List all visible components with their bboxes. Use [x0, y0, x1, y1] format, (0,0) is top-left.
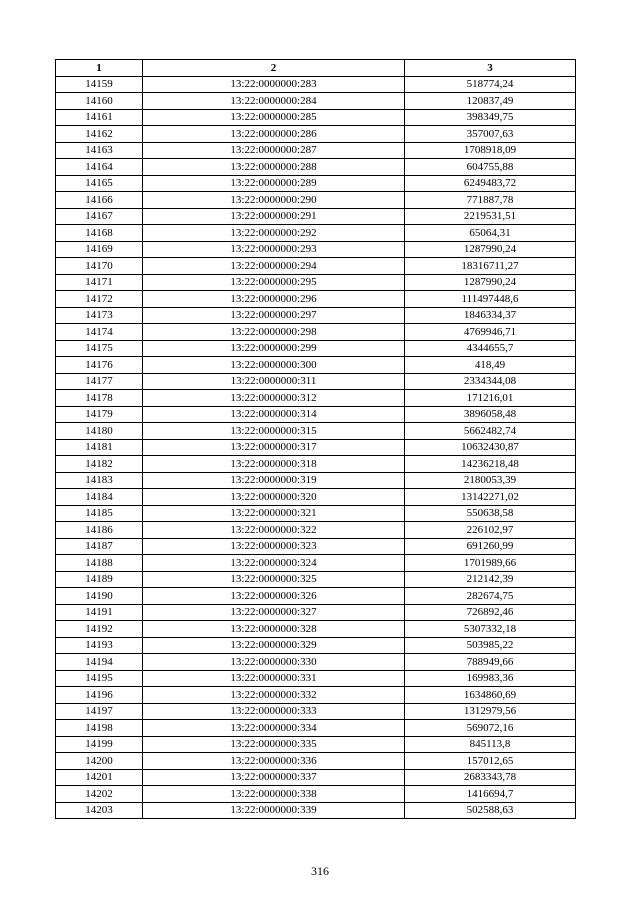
value-cell: 65064,31 [405, 225, 576, 242]
row-number-cell: 14185 [56, 505, 143, 522]
table-row [56, 588, 576, 605]
value-cell: 2683343,78 [405, 769, 576, 786]
value-cell: 10632430,87 [405, 439, 576, 456]
table-row [56, 538, 576, 555]
cadastral-number-cell: 13:22:0000000:334 [143, 720, 405, 737]
cadastral-number-cell: 13:22:0000000:287 [143, 142, 405, 159]
table-row [56, 307, 576, 324]
value-cell: 120837,49 [405, 93, 576, 110]
value-cell: 1846334,37 [405, 307, 576, 324]
value-cell: 1701989,66 [405, 555, 576, 572]
value-cell: 6249483,72 [405, 175, 576, 192]
row-number-cell: 14160 [56, 93, 143, 110]
cadastral-number-cell: 13:22:0000000:317 [143, 439, 405, 456]
table-row [56, 670, 576, 687]
row-number-cell: 14178 [56, 390, 143, 407]
table-row [56, 373, 576, 390]
table-row [56, 291, 576, 308]
row-number-cell: 14194 [56, 654, 143, 671]
table-row [56, 720, 576, 737]
value-cell: 4769946,71 [405, 324, 576, 341]
table-row [56, 456, 576, 473]
table-row [56, 687, 576, 704]
row-number-cell: 14177 [56, 373, 143, 390]
cadastral-number-cell: 13:22:0000000:315 [143, 423, 405, 440]
cadastral-number-cell: 13:22:0000000:314 [143, 406, 405, 423]
row-number-cell: 14184 [56, 489, 143, 506]
cadastral-number-cell: 13:22:0000000:291 [143, 208, 405, 225]
row-number-cell: 14186 [56, 522, 143, 539]
cadastral-number-cell: 13:22:0000000:311 [143, 373, 405, 390]
cadastral-number-cell: 13:22:0000000:330 [143, 654, 405, 671]
row-number-cell: 14195 [56, 670, 143, 687]
value-cell: 2180053,39 [405, 472, 576, 489]
table-row [56, 654, 576, 671]
cadastral-number-cell: 13:22:0000000:320 [143, 489, 405, 506]
cadastral-number-cell: 13:22:0000000:286 [143, 126, 405, 143]
value-cell: 569072,16 [405, 720, 576, 737]
table-row [56, 76, 576, 93]
cadastral-number-cell: 13:22:0000000:325 [143, 571, 405, 588]
cadastral-number-cell: 13:22:0000000:329 [143, 637, 405, 654]
value-cell: 1287990,24 [405, 274, 576, 291]
row-number-cell: 14179 [56, 406, 143, 423]
header-row [56, 60, 576, 77]
value-cell: 13142271,02 [405, 489, 576, 506]
cadastral-number-cell: 13:22:0000000:295 [143, 274, 405, 291]
value-cell: 502588,63 [405, 802, 576, 819]
row-number-cell: 14191 [56, 604, 143, 621]
row-number-cell: 14176 [56, 357, 143, 374]
value-cell: 691260,99 [405, 538, 576, 555]
row-number-cell: 14174 [56, 324, 143, 341]
cadastral-number-cell: 13:22:0000000:327 [143, 604, 405, 621]
row-number-cell: 14203 [56, 802, 143, 819]
cadastral-number-cell: 13:22:0000000:322 [143, 522, 405, 539]
cadastral-number-cell: 13:22:0000000:339 [143, 802, 405, 819]
table-row [56, 175, 576, 192]
column-header-1: 1 [56, 60, 143, 77]
table-row [56, 406, 576, 423]
value-cell: 5662482,74 [405, 423, 576, 440]
value-cell: 4344655,7 [405, 340, 576, 357]
value-cell: 157012,65 [405, 753, 576, 770]
row-number-cell: 14187 [56, 538, 143, 555]
column-header-2: 2 [143, 60, 405, 77]
value-cell: 14236218,48 [405, 456, 576, 473]
table-row [56, 126, 576, 143]
row-number-cell: 14172 [56, 291, 143, 308]
table-body [56, 76, 576, 819]
table-row [56, 225, 576, 242]
value-cell: 1287990,24 [405, 241, 576, 258]
row-number-cell: 14188 [56, 555, 143, 572]
cadastral-number-cell: 13:22:0000000:297 [143, 307, 405, 324]
value-cell: 357007,63 [405, 126, 576, 143]
cadastral-number-cell: 13:22:0000000:289 [143, 175, 405, 192]
cadastral-number-cell: 13:22:0000000:296 [143, 291, 405, 308]
cadastral-number-cell: 13:22:0000000:285 [143, 109, 405, 126]
value-cell: 418,49 [405, 357, 576, 374]
value-cell: 1416694,7 [405, 786, 576, 803]
table-row [56, 274, 576, 291]
table-row [56, 555, 576, 572]
value-cell: 788949,66 [405, 654, 576, 671]
table-row [56, 241, 576, 258]
row-number-cell: 14159 [56, 76, 143, 93]
table-row [56, 753, 576, 770]
value-cell: 1312979,56 [405, 703, 576, 720]
value-cell: 212142,39 [405, 571, 576, 588]
cadastral-number-cell: 13:22:0000000:288 [143, 159, 405, 176]
table-header [56, 60, 576, 77]
value-cell: 169983,36 [405, 670, 576, 687]
row-number-cell: 14169 [56, 241, 143, 258]
row-number-cell: 14200 [56, 753, 143, 770]
page-number: 316 [311, 864, 329, 878]
cadastral-number-cell: 13:22:0000000:333 [143, 703, 405, 720]
value-cell: 1634860,69 [405, 687, 576, 704]
cadastral-number-cell: 13:22:0000000:300 [143, 357, 405, 374]
table-row [56, 208, 576, 225]
table-row [56, 472, 576, 489]
table-row [56, 192, 576, 209]
row-number-cell: 14161 [56, 109, 143, 126]
cadastral-number-cell: 13:22:0000000:319 [143, 472, 405, 489]
row-number-cell: 14192 [56, 621, 143, 638]
cadastral-number-cell: 13:22:0000000:335 [143, 736, 405, 753]
cadastral-number-cell: 13:22:0000000:293 [143, 241, 405, 258]
value-cell: 3896058,48 [405, 406, 576, 423]
table-row [56, 423, 576, 440]
table-row [56, 571, 576, 588]
table-row [56, 802, 576, 819]
cadastral-number-cell: 13:22:0000000:328 [143, 621, 405, 638]
row-number-cell: 14167 [56, 208, 143, 225]
value-cell: 111497448,6 [405, 291, 576, 308]
row-number-cell: 14193 [56, 637, 143, 654]
cadastral-number-cell: 13:22:0000000:299 [143, 340, 405, 357]
row-number-cell: 14165 [56, 175, 143, 192]
table-row [56, 637, 576, 654]
value-cell: 771887,78 [405, 192, 576, 209]
value-cell: 18316711,27 [405, 258, 576, 275]
cadastral-number-cell: 13:22:0000000:331 [143, 670, 405, 687]
cadastral-number-cell: 13:22:0000000:298 [143, 324, 405, 341]
row-number-cell: 14189 [56, 571, 143, 588]
row-number-cell: 14180 [56, 423, 143, 440]
table-row [56, 522, 576, 539]
value-cell: 282674,75 [405, 588, 576, 605]
row-number-cell: 14202 [56, 786, 143, 803]
cadastral-number-cell: 13:22:0000000:283 [143, 76, 405, 93]
row-number-cell: 14173 [56, 307, 143, 324]
row-number-cell: 14175 [56, 340, 143, 357]
cadastral-number-cell: 13:22:0000000:312 [143, 390, 405, 407]
column-header-3: 3 [405, 60, 576, 77]
row-number-cell: 14162 [56, 126, 143, 143]
row-number-cell: 14163 [56, 142, 143, 159]
row-number-cell: 14201 [56, 769, 143, 786]
table-row [56, 109, 576, 126]
table-row [56, 621, 576, 638]
table-row [56, 489, 576, 506]
table-row [56, 786, 576, 803]
table-row [56, 258, 576, 275]
table-row [56, 324, 576, 341]
row-number-cell: 14196 [56, 687, 143, 704]
value-cell: 1708918,09 [405, 142, 576, 159]
row-number-cell: 14164 [56, 159, 143, 176]
value-cell: 5307332,18 [405, 621, 576, 638]
table-row [56, 769, 576, 786]
row-number-cell: 14182 [56, 456, 143, 473]
row-number-cell: 14190 [56, 588, 143, 605]
value-cell: 226102,97 [405, 522, 576, 539]
row-number-cell: 14168 [56, 225, 143, 242]
data-table [55, 59, 576, 819]
table-row [56, 703, 576, 720]
table-row [56, 390, 576, 407]
value-cell: 604755,88 [405, 159, 576, 176]
cadastral-number-cell: 13:22:0000000:294 [143, 258, 405, 275]
table-row [56, 357, 576, 374]
row-number-cell: 14197 [56, 703, 143, 720]
table-row [56, 159, 576, 176]
table-row [56, 340, 576, 357]
value-cell: 2219531,51 [405, 208, 576, 225]
table-row [56, 439, 576, 456]
cadastral-number-cell: 13:22:0000000:318 [143, 456, 405, 473]
value-cell: 503985,22 [405, 637, 576, 654]
value-cell: 550638,58 [405, 505, 576, 522]
row-number-cell: 14170 [56, 258, 143, 275]
cadastral-number-cell: 13:22:0000000:323 [143, 538, 405, 555]
cadastral-number-cell: 13:22:0000000:326 [143, 588, 405, 605]
row-number-cell: 14198 [56, 720, 143, 737]
cadastral-number-cell: 13:22:0000000:332 [143, 687, 405, 704]
cadastral-number-cell: 13:22:0000000:338 [143, 786, 405, 803]
row-number-cell: 14181 [56, 439, 143, 456]
cadastral-number-cell: 13:22:0000000:337 [143, 769, 405, 786]
row-number-cell: 14183 [56, 472, 143, 489]
value-cell: 845113,8 [405, 736, 576, 753]
table-row [56, 505, 576, 522]
value-cell: 726892,46 [405, 604, 576, 621]
cadastral-number-cell: 13:22:0000000:284 [143, 93, 405, 110]
value-cell: 171216,01 [405, 390, 576, 407]
table-row [56, 93, 576, 110]
cadastral-number-cell: 13:22:0000000:336 [143, 753, 405, 770]
cadastral-number-cell: 13:22:0000000:324 [143, 555, 405, 572]
cadastral-number-cell: 13:22:0000000:321 [143, 505, 405, 522]
cadastral-number-cell: 13:22:0000000:290 [143, 192, 405, 209]
value-cell: 398349,75 [405, 109, 576, 126]
value-cell: 518774,24 [405, 76, 576, 93]
row-number-cell: 14199 [56, 736, 143, 753]
table-row [56, 142, 576, 159]
cadastral-number-cell: 13:22:0000000:292 [143, 225, 405, 242]
table-row [56, 604, 576, 621]
value-cell: 2334344,08 [405, 373, 576, 390]
row-number-cell: 14166 [56, 192, 143, 209]
row-number-cell: 14171 [56, 274, 143, 291]
table-row [56, 736, 576, 753]
